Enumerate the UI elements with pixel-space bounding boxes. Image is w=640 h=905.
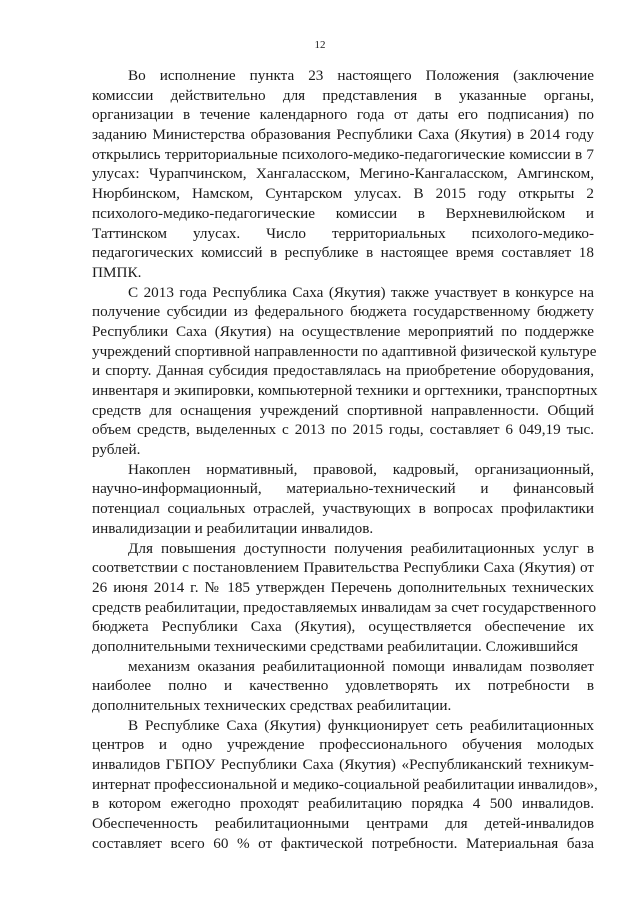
paragraph-line: комиссии действительно для представления в указанные органы, xyxy=(92,86,594,104)
paragraph-5 xyxy=(92,657,594,716)
paragraph-line: инвалидизации и реабилитации инвалидов. xyxy=(92,519,374,537)
paragraph-line: Во исполнение пункта 23 настоящего Положения (заключение xyxy=(128,67,594,84)
paragraph-2 xyxy=(92,283,598,460)
paragraph-line: соответствии с постановлением Правительства Республики Саха (Якутия) от xyxy=(92,559,594,577)
paragraph-line: Для повышения доступности получения реабилитационных услуг в xyxy=(128,539,594,557)
paragraph-line: Таттинском улусах. Число территориальных психолого-медико- xyxy=(92,224,594,242)
paragraph-4 xyxy=(92,539,597,657)
paragraph-line: рублей. xyxy=(92,441,141,459)
paragraph-line: Обеспеченность реабилитационными центрами для детей-инвалидов xyxy=(92,815,594,833)
paragraph-line: наиболее полно и качественно удовлетворять их потребности в xyxy=(92,677,594,695)
paragraph-3 xyxy=(92,460,594,539)
page-number: 12 xyxy=(314,39,326,51)
paragraph-line: потенциал социальных отраслей, участвующих в вопросах профилактики xyxy=(92,500,594,518)
paragraph-line: средств реабилитации, предоставляемых инвалидам за счет государственного xyxy=(92,598,597,616)
paragraph-line: В Республике Саха (Якутия) функционирует сеть реабилитационных xyxy=(128,716,594,734)
paragraph-line: составляет всего 60 % от фактической потребности. Материальная база xyxy=(92,834,594,852)
paragraph-line: ПМПК. xyxy=(92,263,142,281)
paragraph-line: педагогических комиссий в республике в настоящее время составляет 18 xyxy=(92,244,594,262)
paragraph-line: заданию Министерства образования Республики Саха (Якутия) в 2014 году xyxy=(92,126,594,144)
paragraph-line: 26 июня 2014 г. № 185 утвержден Перечень дополнительных технических xyxy=(92,578,594,596)
paragraph-line: объем средств, выделенных с 2013 по 2015 годы, составляет 6 049,19 тыс. xyxy=(92,421,594,439)
paragraph-line: и спорту. Данная субсидия предоставлялась на приобретение оборудования, xyxy=(92,362,594,380)
paragraph-line: Республики Саха (Якутия) на осуществление мероприятий по поддержке xyxy=(92,322,594,340)
paragraph-line: организации в течение календарного года от даты его подписания) по xyxy=(92,106,594,124)
paragraph-6 xyxy=(92,716,598,854)
paragraph-line: научно-информационный, материально-технический и финансовый xyxy=(92,480,594,498)
paragraph-line: улусах: Чурапчинском, Хангаласском, Мегино-Кангаласском, Амгинском, xyxy=(92,165,594,183)
paragraph-line: психолого-медико-педагогические комиссии в Верхневилюйском и xyxy=(92,204,594,222)
paragraph-1 xyxy=(92,66,594,283)
paragraph-line: инвентаря и экипировки, компьютерной техники и оргтехники, транспортных xyxy=(92,382,598,399)
paragraph-line: средств для оснащения учреждений спортивной направленности. Общий xyxy=(92,401,594,419)
paragraph-line: в котором ежегодно проходят реабилитацию порядка 4 500 инвалидов. xyxy=(92,795,594,813)
paragraph-line: дополнительными техническими средствами реабилитации. Сложившийся xyxy=(92,637,578,655)
paragraph-line: получение субсидии из федерального бюджета государственному бюджету xyxy=(92,303,594,321)
paragraph-line: интернат профессиональной и медико-социальной реабилитации инвалидов», xyxy=(92,775,598,793)
paragraph-line: бюджета Республики Саха (Якутия), осуществляется обеспечение их xyxy=(92,618,594,636)
paragraph-line: механизм оказания реабилитационной помощи инвалидам позволяет xyxy=(128,657,594,675)
document-body xyxy=(92,66,598,854)
paragraph-line: Нюрбинском, Намском, Сунтарском улусах. В 2015 году открыты 2 xyxy=(92,185,594,203)
paragraph-line: Накоплен нормативный, правовой, кадровый, организационный, xyxy=(128,460,594,478)
paragraph-line: дополнительных технических средствах реабилитации. xyxy=(92,697,452,714)
paragraph-line: открылись территориальные психолого-медико-педагогические комиссии в 7 xyxy=(92,145,594,163)
paragraph-line: учреждений спортивной направленности по адаптивной физической культуре xyxy=(92,342,597,360)
paragraph-line: С 2013 года Республика Саха (Якутия) также участвует в конкурсе на xyxy=(128,283,594,301)
paragraph-line: центров и одно учреждение профессионального обучения молодых xyxy=(92,736,594,754)
paragraph-line: инвалидов ГБПОУ Республики Саха (Якутия) «Республиканский техникум- xyxy=(92,756,594,774)
